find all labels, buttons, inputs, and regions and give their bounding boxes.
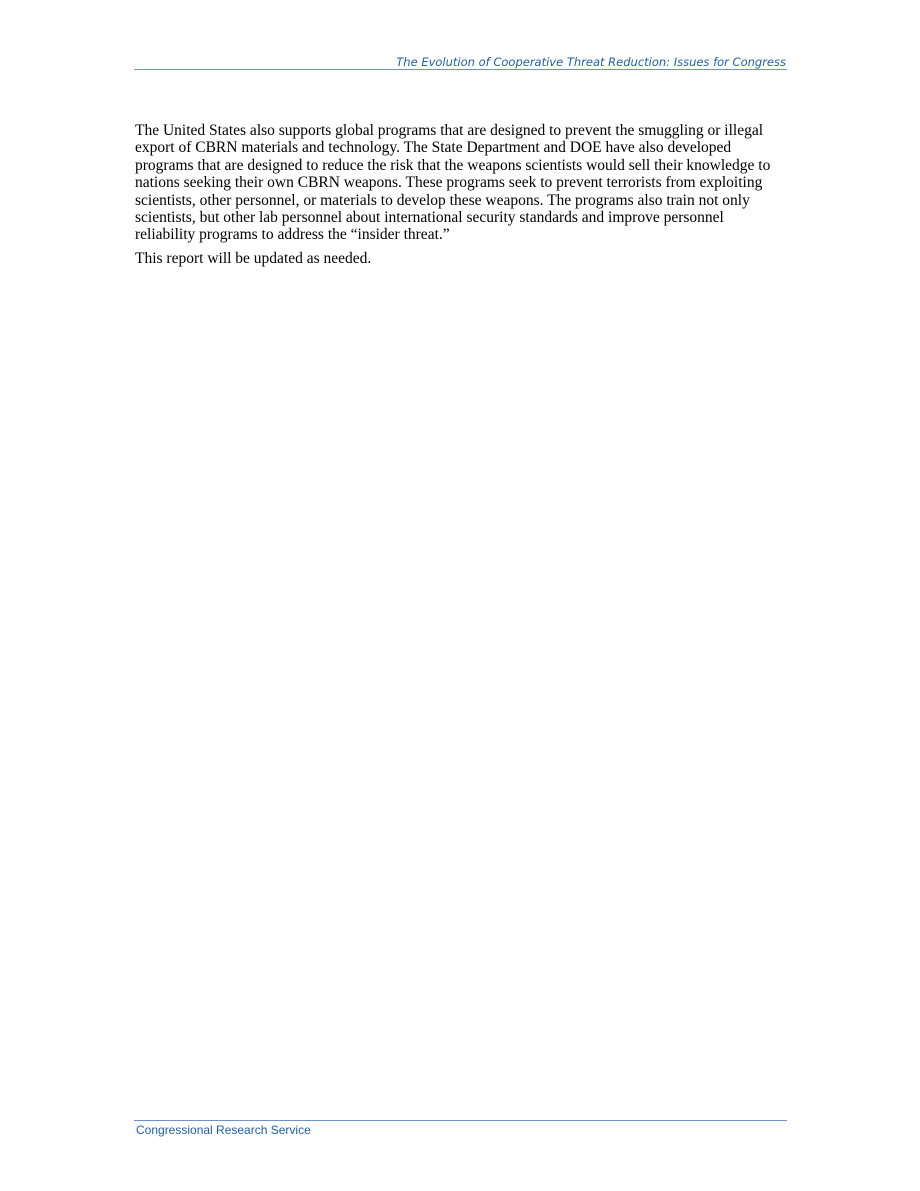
running-header-title: The Evolution of Cooperative Threat Reduction: Issues for Congress <box>396 55 786 69</box>
footer-divider <box>134 1120 787 1121</box>
running-footer-publisher: Congressional Research Service <box>136 1123 311 1137</box>
body-text <box>135 122 787 273</box>
body-paragraph: The United States also supports global programs that are designed to prevent the smuggling or illegal export of CBRN materials and technology. The State Department and DOE have also developed programs that are designed to reduce the risk that the weapons scientists would sell their knowledge to nations seeking their own CBRN weapons. These programs seek to prevent terrorists from exploiting scientists, other personnel, or materials to develop these weapons. The programs also train not only scientists, but other lab personnel about international security standards and improve personnel reliability programs to address the “insider threat.” <box>135 122 771 244</box>
body-paragraph: This report will be updated as needed. <box>135 249 372 267</box>
header-divider <box>134 69 787 70</box>
